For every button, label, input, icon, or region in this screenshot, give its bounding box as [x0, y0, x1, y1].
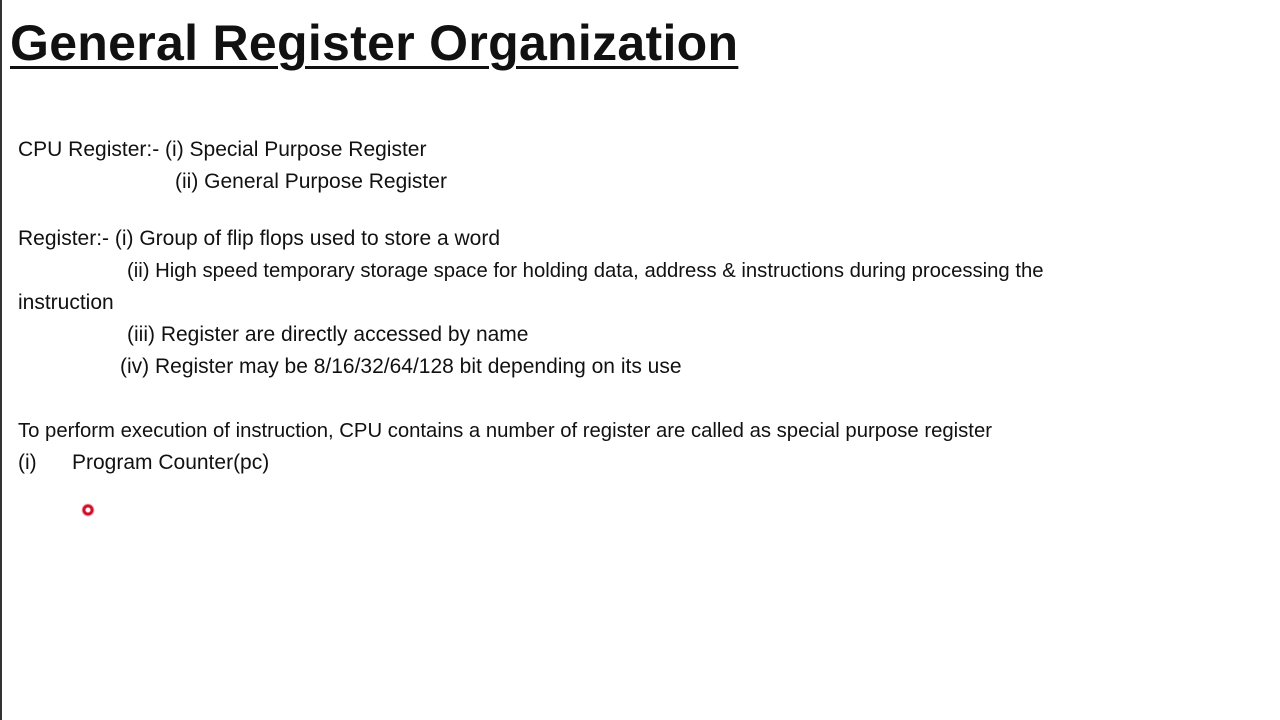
laser-pointer-icon [81, 503, 95, 517]
execution-line: To perform execution of instruction, CPU contains a number of register are called as special purpose register [18, 420, 992, 442]
register-line-2-cont: instruction [18, 291, 114, 314]
register-line-1: Register:- (i) Group of flip flops used to store a word [18, 227, 501, 250]
slide-title: General Register Organization [10, 15, 739, 71]
register-line-3: (iii) Register are directly accessed by name [127, 323, 529, 346]
cpu-register-line-2: (ii) General Purpose Register [175, 170, 447, 193]
register-line-4: (iv) Register may be 8/16/32/64/128 bit depending on its use [120, 355, 682, 378]
slide-left-border [0, 0, 2, 720]
cpu-register-line-1: CPU Register:- (i) Special Purpose Register [18, 138, 427, 161]
list-item-program-counter: Program Counter(pc) [72, 451, 270, 474]
register-line-2: (ii) High speed temporary storage space for holding data, address & instructions during processing the [127, 260, 1044, 282]
list-item-number: (i) [18, 451, 37, 474]
